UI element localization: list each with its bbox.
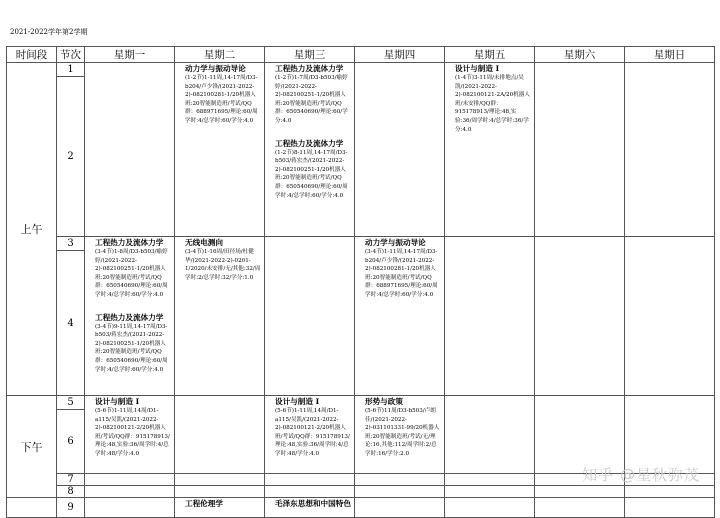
cell-mon-9 <box>85 498 175 518</box>
cell-wed-8 <box>265 486 355 498</box>
header-sun: 星期日 <box>625 47 715 63</box>
course-name: 工程热力及流体力学 <box>95 238 164 247</box>
course-name: 工程热力及流体力学 <box>95 312 164 322</box>
course-name: 工程伦理学 <box>185 499 223 508</box>
course-block <box>265 498 354 509</box>
timetable <box>6 46 715 518</box>
semester-label: 2021-2022学年第2学期 <box>10 28 88 36</box>
cell-tue-9[interactable] <box>175 498 265 518</box>
cell-tue-34[interactable] <box>175 237 265 396</box>
course-name: 设计与制造 I <box>95 397 140 406</box>
cell-thu-34[interactable] <box>355 237 445 396</box>
course-block <box>85 396 174 459</box>
section-2: 2 <box>57 77 85 237</box>
course-name: 无线电测向 <box>185 238 223 247</box>
course-detail: (3-4节)1-8周/D3-b503/喻婷婷/(2021-2022-2)-082100251-1/20机器人班:20智能制造班/考试/QQ群：650540690/理论:60/周学时:4/总学时:60/学分:4.0 <box>95 249 168 298</box>
cell-fri-8 <box>445 486 535 498</box>
cell-fri-34 <box>445 237 535 396</box>
cell-sat-56 <box>535 396 625 474</box>
course-block <box>175 498 264 509</box>
header-thu: 星期四 <box>355 47 445 63</box>
section-3: 3 <box>57 237 85 251</box>
cell-mon-12 <box>85 63 175 237</box>
header-sat: 星期六 <box>535 47 625 63</box>
cell-tue-12[interactable] <box>175 63 265 237</box>
course-name: 动力学与振动导论 <box>365 238 426 247</box>
segment-morning: 上午 <box>7 63 57 396</box>
cell-fri-9 <box>445 498 535 518</box>
cell-sun-34 <box>625 237 715 396</box>
cell-mon-7 <box>85 474 175 486</box>
cell-fri-56 <box>445 396 535 474</box>
course-name: 设计与制造 I <box>275 397 320 406</box>
cell-thu-8 <box>355 486 445 498</box>
course-detail: (1-2节)8-11周,14-17周/D3-b503/蒋宏杰/(2021-2022-2)-082100251-1/20机器人班:20智能制造班/考试/QQ群：650540690/理论:60/周学时:4/总学时:60/学分:4.0 <box>275 149 348 199</box>
cell-mon-56[interactable] <box>85 396 175 474</box>
section-5: 5 <box>57 396 85 410</box>
header-wed: 星期三 <box>265 47 355 63</box>
section-8: 8 <box>57 486 85 498</box>
cell-sat-8 <box>535 486 625 498</box>
section-6: 6 <box>57 410 85 474</box>
cell-tue-56 <box>175 396 265 474</box>
course-name: 动力学与振动导论 <box>185 64 246 73</box>
cell-sat-12 <box>535 63 625 237</box>
course-name: 设计与制造 I <box>455 64 500 73</box>
cell-wed-12[interactable] <box>265 63 355 237</box>
cell-tue-8 <box>175 486 265 498</box>
segment-evening <box>7 498 57 518</box>
course-block <box>265 138 354 201</box>
cell-wed-56[interactable] <box>265 396 355 474</box>
course-block <box>355 396 444 459</box>
cell-sun-8 <box>625 486 715 498</box>
course-name: 工程热力及流体力学 <box>275 138 344 148</box>
course-name: 工程热力及流体力学 <box>275 64 344 73</box>
cell-sat-34 <box>535 237 625 396</box>
course-detail: (5-6节)1-11周,14周/D1-a115/吴凯/(2021-2022-2)-082100121-2/20机器人班/考试/QQ群：915178913/理论:48,实验:36/周学时:4/总学时:48/学分:4.0 <box>95 408 170 457</box>
course-name: 毛泽东思想和中国特色 <box>275 499 351 508</box>
cell-thu-12 <box>355 63 445 237</box>
course-block <box>265 396 354 459</box>
cell-sun-9 <box>625 498 715 518</box>
header-fri: 星期五 <box>445 47 535 63</box>
header-mon: 星期一 <box>85 47 175 63</box>
course-detail: (3-4节)1-11周,14-17周/D3-b204/卢少锋/(2021-2022-2)-082100281-1/20机器人班:20智能制造班/考试/QQ群：688971695/理论:60/周学时:4/总学时:60/学分:4.0 <box>365 249 438 298</box>
course-detail: (5-6节)1-11周,14周/D1-a115/吴凯/(2021-2022-2)-082100121-2/20机器人班/考试/QQ群：915178913/理论:48,实验:36/周学时:4/总学时:48/学分:4.0 <box>275 408 350 457</box>
course-detail: (1-2节)1-7周/D3-b503/喻婷婷/(2021-2022-2)-082100251-1/20机器人班:20智能制造班/考试/QQ群：650540690/理论:60/学分:4.0 <box>275 75 348 124</box>
course-block <box>175 237 264 282</box>
cell-wed-9[interactable] <box>265 498 355 518</box>
course-block <box>85 237 174 300</box>
segment-afternoon: 下午 <box>7 396 57 498</box>
cell-sun-56 <box>625 396 715 474</box>
course-detail: (1-4节)3-11周/未排地点/吴凯/(2021-2022-2)-082100121-2A/20机器人班/未安排/QQ群：915178913/理论:48,实验:36/周学时:4/总学时:36/学分:4.0 <box>455 75 530 133</box>
course-name: 形势与政策 <box>365 397 403 406</box>
course-block <box>445 63 534 134</box>
section-1: 1 <box>57 63 85 77</box>
cell-wed-7 <box>265 474 355 486</box>
course-block <box>85 312 174 375</box>
header-section: 节次 <box>57 47 85 63</box>
section-9: 9 <box>57 498 85 518</box>
course-detail: (3-4节)1-16周/田径场/杜健华/(2021-2022-2)-0201-1/2020/未安排/无/其他:32/周学时:2/总学时:32/学分:1.0 <box>185 249 261 281</box>
course-block <box>175 63 264 126</box>
course-detail: (3-4节)9-11周,14-17周/D3-b503/蒋宏杰/(2021-2022-2)-082100251-1/20机器人班:20智能制造班/考试/QQ群：650540690/理论:60/周学时:4/总学时:60/学分:4.0 <box>95 323 168 373</box>
cell-mon-8 <box>85 486 175 498</box>
cell-sun-12 <box>625 63 715 237</box>
cell-fri-12[interactable] <box>445 63 535 237</box>
course-block <box>355 237 444 300</box>
watermark: 知乎 @星秋弥茂 <box>582 466 700 484</box>
cell-thu-9 <box>355 498 445 518</box>
section-7: 7 <box>57 474 85 486</box>
cell-fri-7 <box>445 474 535 486</box>
cell-thu-56[interactable] <box>355 396 445 474</box>
cell-sat-9 <box>535 498 625 518</box>
cell-tue-7 <box>175 474 265 486</box>
header-row <box>7 47 715 63</box>
course-detail: (1-2节)1-11周,14-17周/D3-b204/卢少锋/(2021-2022-2)-082100281-1/20机器人班:20智能制造班/考试/QQ群：688971695/理论:60/周学时:4/总学时:60/学分:4.0 <box>185 75 258 124</box>
cell-mon-34[interactable] <box>85 237 175 396</box>
cell-thu-7 <box>355 474 445 486</box>
header-segment: 时间段 <box>7 47 57 63</box>
section-4: 4 <box>57 251 85 396</box>
course-detail: (5-6节)11周/D3-b503/卢朗佳/(2021-2022-2)-031101331-99/20机器人班:20智能制造班/考试/无/理论:16,其他:112/周学时:2/总学时:16/学分:2.0 <box>365 408 440 457</box>
cell-wed-34 <box>265 237 355 396</box>
header-tue: 星期二 <box>175 47 265 63</box>
course-block <box>265 63 354 126</box>
